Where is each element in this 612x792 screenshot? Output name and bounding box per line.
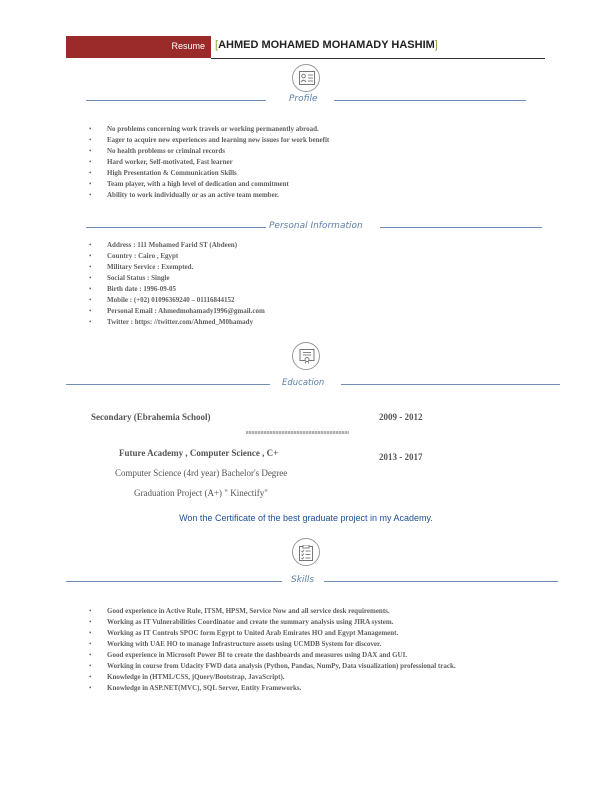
profile-section-icon	[292, 64, 320, 92]
list-item: • Working as IT Controls SPOC form Egypt to United Arab Emirates HO and Egypt Management.	[86, 628, 516, 639]
education-separator	[246, 431, 349, 434]
skills-rule-right	[324, 581, 558, 582]
degree-text: Computer Science (4rd year) Bachelor's Degree	[115, 468, 288, 478]
university-name: Future Academy , Computer Science , C+	[119, 448, 279, 458]
list-item: • No health problems or criminal records	[86, 146, 329, 157]
list-item: • Twitter : https: //twitter.com/Ahmed_M0hamady	[86, 317, 265, 328]
education-section-icon	[292, 342, 320, 370]
education-rule-left	[66, 384, 270, 385]
list-item: • Address : 111 Mohamed Farid ST (Abdeen)	[86, 240, 265, 251]
profile-list	[86, 124, 329, 201]
list-item: • Good experience in Active Rule, ITSM, HPSM, Service Now and all service desk requirements.	[86, 606, 516, 617]
id-card-icon	[299, 71, 315, 85]
list-item: • No problems concerning work travels or working permanently abroad.	[86, 124, 329, 135]
list-item: • Ability to work individually or as an active team member.	[86, 190, 329, 201]
list-item: • Working as IT Vulnerabilities Coordinator and create the summary analysis using JIRA system.	[86, 617, 516, 628]
list-item: • Good experience in Microsoft Power BI to create the dashboards and measures using DAX and GUI.	[86, 650, 516, 661]
list-item: • Military Service : Exempted.	[86, 262, 265, 273]
graduation-project: Graduation Project (A+) " Kinectify"	[134, 488, 268, 498]
list-item: • Mobile : (+02) 01096369240 – 01116844152	[86, 295, 265, 306]
profile-rule-right	[334, 100, 526, 101]
candidate-name: [AHMED MOHAMED MOHAMADY HASHIM]	[215, 39, 438, 51]
checklist-icon	[299, 545, 313, 561]
list-item: • Birth date : 1996-09-05	[86, 284, 265, 295]
personal-heading: Personal Information	[269, 221, 363, 231]
list-item: • Personal Email : Ahmedmohamady1996@gmail.com	[86, 306, 265, 317]
personal-rule-left	[86, 227, 266, 228]
resume-label: Resume	[171, 41, 205, 51]
school-name: Secondary (Ebrahemia School)	[91, 412, 211, 422]
header-divider	[211, 58, 545, 59]
skills-heading: Skills	[291, 575, 315, 585]
list-item: • Working with UAE HO to manage Infrastructure assets using UCMDB System for discover.	[86, 639, 516, 650]
profile-rule-left	[86, 100, 266, 101]
personal-info-list	[86, 240, 265, 328]
resume-header-bar	[66, 36, 211, 58]
list-item: • Social Status : Single	[86, 273, 265, 284]
list-item: • High Presentation & Communication Skills	[86, 168, 329, 179]
list-item: • Knowledge in ASP.NET(MVC), SQL Server, Entity Frameworks.	[86, 683, 516, 694]
list-item: • Team player, with a high level of dedication and commitment	[86, 179, 329, 190]
education-heading: Education	[282, 378, 325, 388]
profile-heading: Profile	[289, 94, 318, 104]
certificate-note: Won the Certificate of the best graduate project in my Academy.	[179, 513, 433, 523]
education-rule-right	[341, 384, 560, 385]
university-years: 2013 - 2017	[379, 452, 423, 462]
personal-rule-right	[380, 227, 542, 228]
list-item: • Hard worker, Self-motivated, Fast learner	[86, 157, 329, 168]
skills-rule-left	[66, 581, 282, 582]
skills-section-icon	[292, 538, 320, 566]
skills-list	[86, 606, 516, 694]
list-item: • Eager to acquire new experiences and learning new issues for work benefit	[86, 135, 329, 146]
school-years: 2009 - 2012	[379, 412, 423, 422]
certificate-icon	[299, 349, 315, 364]
list-item: • Knowledge in (HTML/CSS, jQuery/Bootstrap, JavaScript).	[86, 672, 516, 683]
list-item: • Country : Cairo , Egypt	[86, 251, 265, 262]
list-item: • Working in course from Udacity FWD data analysis (Python, Pandas, NumPy, Data visualization) professional track.	[86, 661, 516, 672]
